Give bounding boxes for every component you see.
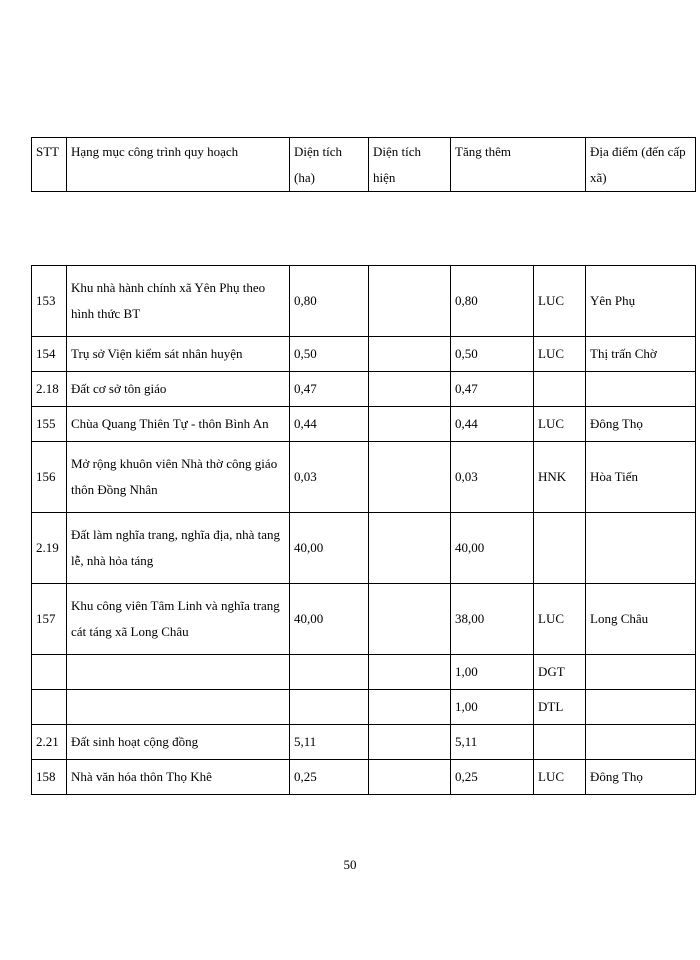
cell-stt [32, 690, 67, 725]
table-row [32, 372, 696, 407]
cell-stt: 156 [32, 442, 67, 513]
cell-location [586, 513, 696, 584]
cell-stt: 155 [32, 407, 67, 442]
table-row [32, 337, 696, 372]
cell-code [534, 513, 586, 584]
cell-code: LUC [534, 337, 586, 372]
cell-current [369, 513, 451, 584]
cell-stt: 153 [32, 266, 67, 337]
cell-location: Đông Thọ [586, 760, 696, 795]
cell-area [290, 655, 369, 690]
cell-code: LUC [534, 760, 586, 795]
cell-current [369, 337, 451, 372]
cell-area: 5,11 [290, 725, 369, 760]
cell-name: Chùa Quang Thiên Tự - thôn Bình An [67, 407, 290, 442]
cell-code: LUC [534, 584, 586, 655]
cell-area: 0,03 [290, 442, 369, 513]
table-row [32, 760, 696, 795]
header-cell-current: Diện tích hiện [369, 138, 451, 192]
table-row [32, 725, 696, 760]
cell-location: Thị trấn Chờ [586, 337, 696, 372]
cell-name: Mở rộng khuôn viên Nhà thờ công giáo thôn Đồng Nhân [67, 442, 290, 513]
cell-current [369, 584, 451, 655]
header-cell-increase: Tăng thêm [451, 138, 586, 192]
header-cell-area: Diện tích (ha) [290, 138, 369, 192]
cell-location [586, 690, 696, 725]
cell-area: 40,00 [290, 513, 369, 584]
planning-table [31, 265, 696, 795]
table-row [32, 690, 696, 725]
cell-increase: 0,50 [451, 337, 534, 372]
page-number: 50 [343, 857, 357, 872]
cell-location [586, 725, 696, 760]
cell-location [586, 655, 696, 690]
cell-name [67, 690, 290, 725]
table-row [32, 584, 696, 655]
cell-name: Đất cơ sở tôn giáo [67, 372, 290, 407]
cell-area: 0,47 [290, 372, 369, 407]
cell-increase: 0,80 [451, 266, 534, 337]
cell-increase: 40,00 [451, 513, 534, 584]
cell-increase: 0,44 [451, 407, 534, 442]
header-cell-location: Địa điểm (đến cấp xã) [586, 138, 696, 192]
header-cell-name: Hạng mục công trình quy hoạch [67, 138, 290, 192]
cell-code: DTL [534, 690, 586, 725]
cell-location: Yên Phụ [586, 266, 696, 337]
cell-increase: 0,47 [451, 372, 534, 407]
cell-current [369, 760, 451, 795]
cell-name: Đất sinh hoạt cộng đồng [67, 725, 290, 760]
cell-current [369, 655, 451, 690]
cell-code: DGT [534, 655, 586, 690]
cell-code: LUC [534, 266, 586, 337]
cell-increase: 1,00 [451, 655, 534, 690]
cell-stt: 2.21 [32, 725, 67, 760]
table-row [32, 655, 696, 690]
cell-area: 0,25 [290, 760, 369, 795]
cell-code [534, 725, 586, 760]
cell-current [369, 372, 451, 407]
cell-name: Khu nhà hành chính xã Yên Phụ theo hình thức BT [67, 266, 290, 337]
cell-name: Khu công viên Tâm Linh và nghĩa trang cát táng xã Long Châu [67, 584, 290, 655]
cell-area: 0,80 [290, 266, 369, 337]
cell-name [67, 655, 290, 690]
cell-location [586, 372, 696, 407]
cell-location: Đông Thọ [586, 407, 696, 442]
cell-location: Long Châu [586, 584, 696, 655]
cell-increase: 5,11 [451, 725, 534, 760]
cell-name: Đất làm nghĩa trang, nghĩa địa, nhà tang lễ, nhà hỏa táng [67, 513, 290, 584]
cell-area [290, 690, 369, 725]
cell-stt: 158 [32, 760, 67, 795]
cell-location: Hòa Tiến [586, 442, 696, 513]
cell-stt: 157 [32, 584, 67, 655]
cell-current [369, 442, 451, 513]
cell-current [369, 690, 451, 725]
cell-stt: 2.18 [32, 372, 67, 407]
cell-code [534, 372, 586, 407]
table-row [32, 442, 696, 513]
cell-stt: 154 [32, 337, 67, 372]
cell-area: 0,44 [290, 407, 369, 442]
header-row [32, 138, 696, 192]
cell-name: Nhà văn hóa thôn Thọ Khê [67, 760, 290, 795]
table-row [32, 513, 696, 584]
cell-area: 40,00 [290, 584, 369, 655]
cell-increase: 38,00 [451, 584, 534, 655]
cell-area: 0,50 [290, 337, 369, 372]
cell-current [369, 407, 451, 442]
cell-code: LUC [534, 407, 586, 442]
cell-stt [32, 655, 67, 690]
cell-increase: 0,25 [451, 760, 534, 795]
cell-current [369, 266, 451, 337]
table-row [32, 407, 696, 442]
cell-current [369, 725, 451, 760]
cell-increase: 0,03 [451, 442, 534, 513]
cell-increase: 1,00 [451, 690, 534, 725]
cell-stt: 2.19 [32, 513, 67, 584]
table-header [31, 137, 696, 192]
cell-name: Trụ sở Viện kiểm sát nhân huyện [67, 337, 290, 372]
header-cell-stt: STT [32, 138, 67, 192]
table-row [32, 266, 696, 337]
cell-code: HNK [534, 442, 586, 513]
